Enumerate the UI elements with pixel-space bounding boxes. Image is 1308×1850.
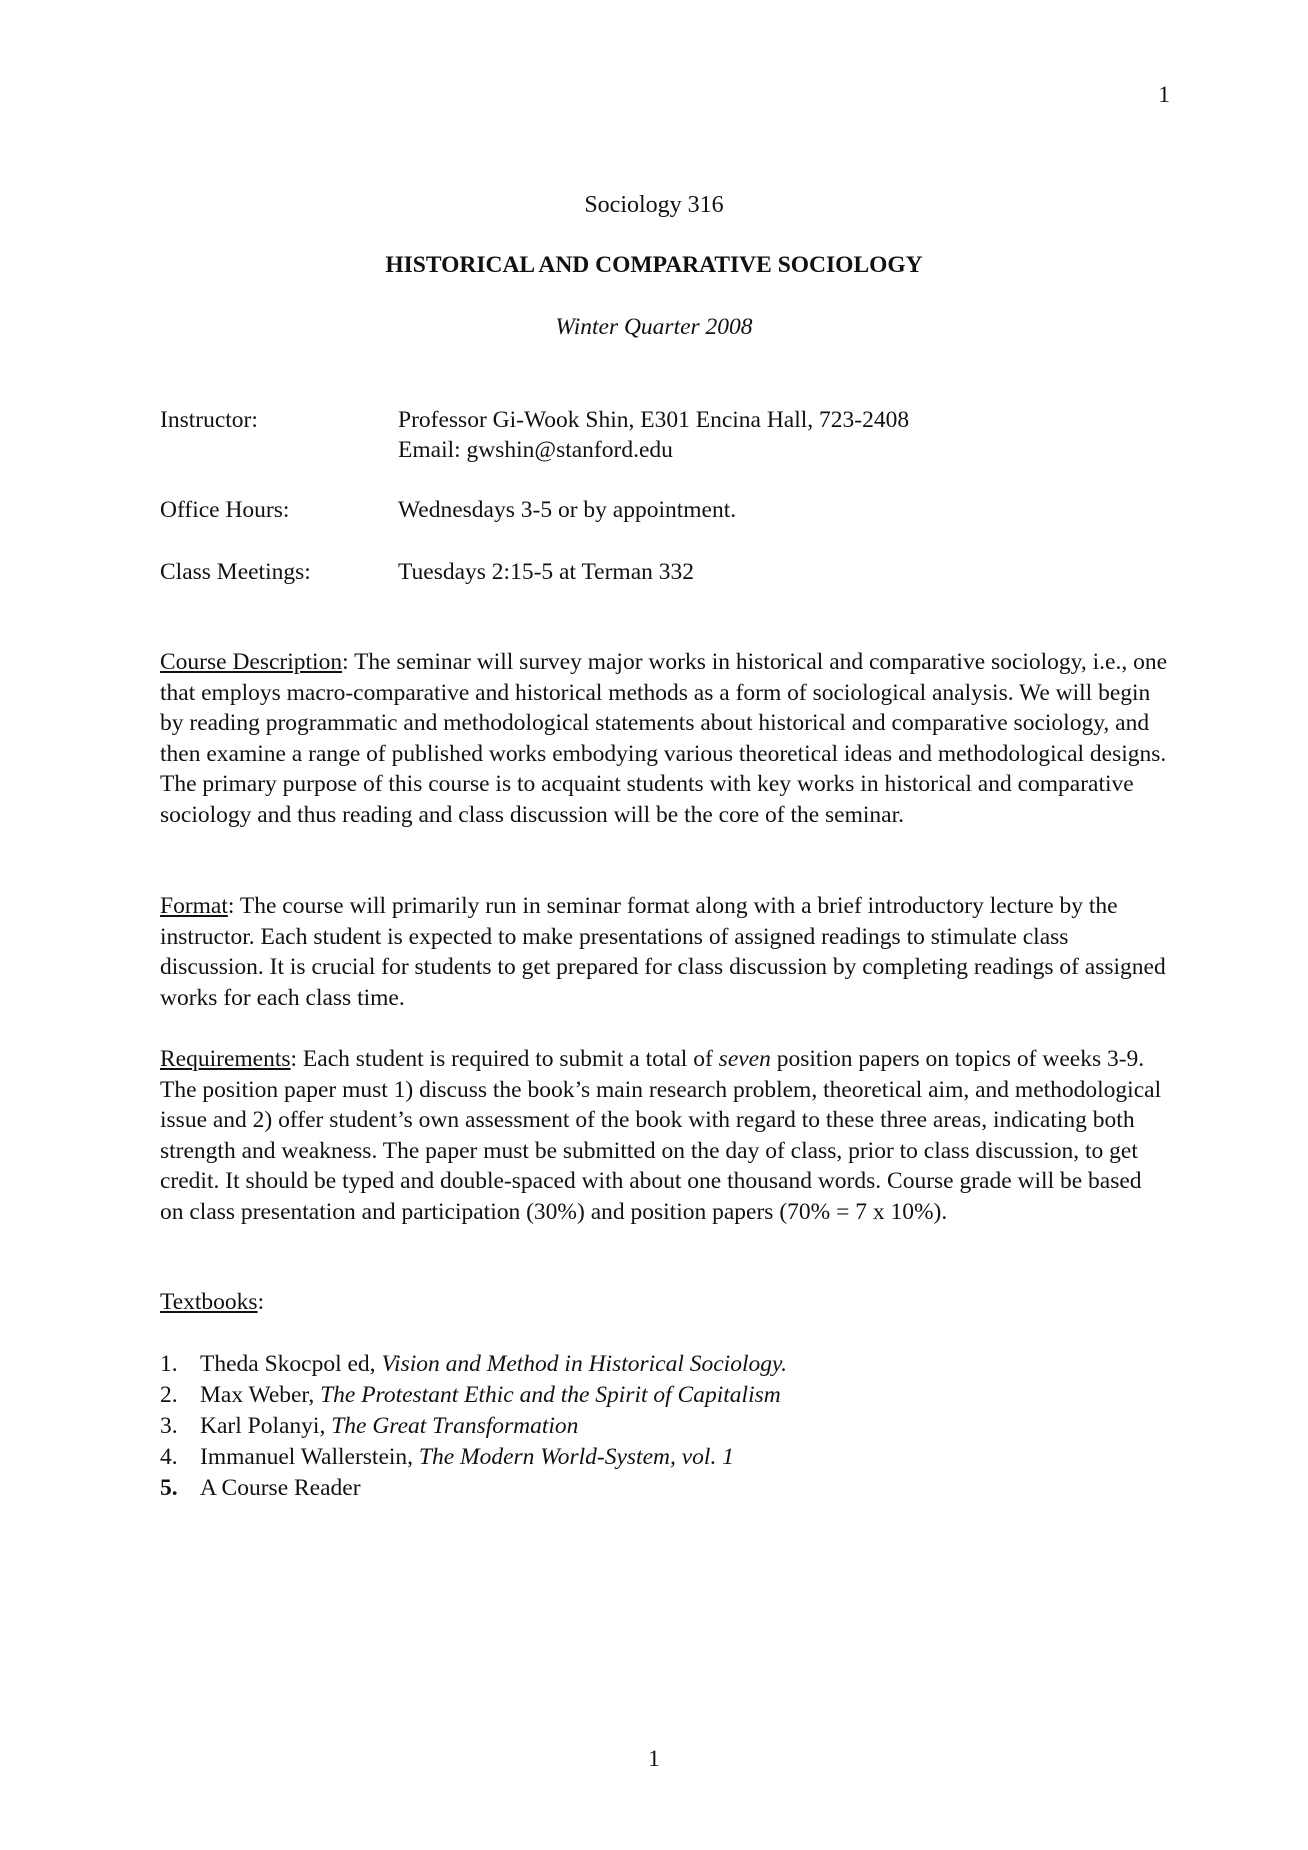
instructor-email: Email: gwshin@stanford.edu bbox=[398, 437, 673, 463]
requirements-paragraph bbox=[160, 1044, 1170, 1227]
class-meetings-row bbox=[160, 557, 1160, 587]
list-item bbox=[160, 1380, 787, 1411]
list-item-number: 2. bbox=[160, 1382, 178, 1408]
list-item-title: The Modern World-System, vol. 1 bbox=[418, 1444, 734, 1470]
instructor-name: Professor Gi-Wook Shin, E301 Encina Hall, 723-2408 bbox=[398, 407, 910, 433]
list-item-author: Immanuel Wallerstein, bbox=[200, 1444, 419, 1470]
course-title: HISTORICAL AND COMPARATIVE SOCIOLOGY bbox=[385, 252, 923, 278]
requirements-heading: Requirements bbox=[160, 1046, 291, 1072]
list-item bbox=[160, 1473, 787, 1504]
course-description-paragraph bbox=[160, 647, 1170, 830]
list-item-number: 5. bbox=[160, 1475, 178, 1501]
class-meetings-label: Class Meetings: bbox=[160, 559, 311, 585]
requirements-body-end: position papers on topics of weeks 3-9. The position paper must 1) discuss the book’s main research problem, theoretical aim, and methodological issue and 2) offer student’s own assessment of the book with regard to these three areas, indicating both strength and weakness. The paper must be submitted on the day of class, prior to class discussion, to get credit. It should be typed and double-spaced with about one thousand words. Course grade will be based on class presentation and participation (30%) and position papers (70% = 7 x 10%). bbox=[160, 1046, 1162, 1225]
course-number: Sociology 316 bbox=[584, 192, 724, 218]
office-hours-value: Wednesdays 3-5 or by appointment. bbox=[398, 497, 737, 523]
list-item-number: 1. bbox=[160, 1351, 178, 1377]
format-heading: Format bbox=[160, 893, 228, 919]
list-item-author: Karl Polanyi, bbox=[200, 1413, 332, 1439]
list-item-title: The Great Transformation bbox=[331, 1413, 579, 1439]
list-item-title: Vision and Method in Historical Sociology. bbox=[381, 1351, 787, 1377]
textbook-list bbox=[160, 1349, 787, 1504]
list-item bbox=[160, 1349, 787, 1380]
list-item bbox=[160, 1442, 787, 1473]
instructor-row bbox=[160, 405, 1160, 465]
page-number-bottom: 1 bbox=[648, 1746, 660, 1772]
textbooks-colon: : bbox=[257, 1289, 265, 1315]
course-description-body: : The seminar will survey major works in historical and comparative sociology, i.e., one that employs macro-comparative and historical methods as a form of sociological analysis. We will begin by reading programmatic and methodological statements about historical and comparative sociology, and then examine a range of published works embodying various theoretical ideas and methodological designs. The primary purpose of this course is to acquaint students with key works in historical and comparative sociology and thus reading and class discussion will be the core of the seminar. bbox=[160, 649, 1168, 828]
list-item-author: A Course Reader bbox=[200, 1475, 361, 1501]
office-hours-row bbox=[160, 495, 1160, 525]
textbooks-heading: Textbooks bbox=[160, 1289, 258, 1315]
page-number-top: 1 bbox=[1158, 82, 1170, 108]
list-item-author: Theda Skocpol ed, bbox=[200, 1351, 382, 1377]
office-hours-label: Office Hours: bbox=[160, 497, 290, 523]
list-item-author: Max Weber, bbox=[200, 1382, 321, 1408]
list-item-title: The Protestant Ethic and the Spirit of Capitalism bbox=[320, 1382, 781, 1408]
instructor-value bbox=[398, 405, 909, 465]
list-item bbox=[160, 1411, 787, 1442]
course-description-heading: Course Description bbox=[160, 649, 343, 675]
instructor-label: Instructor: bbox=[160, 407, 258, 433]
class-meetings-value: Tuesdays 2:15-5 at Terman 332 bbox=[398, 559, 694, 585]
list-item-number: 4. bbox=[160, 1444, 178, 1470]
requirements-body-start: : Each student is required to submit a total of bbox=[290, 1046, 719, 1072]
requirements-emphasis: seven bbox=[718, 1046, 771, 1072]
format-paragraph bbox=[160, 891, 1170, 1013]
format-body: : The course will primarily run in seminar format along with a brief introductory lecture by the instructor. Each student is expected to make presentations of assigned readings to stimulate class discussion. It is crucial for students to get prepared for class discussion by completing readings of assigned works for each class time. bbox=[160, 893, 1166, 1011]
list-item-number: 3. bbox=[160, 1413, 178, 1439]
quarter-label: Winter Quarter 2008 bbox=[555, 314, 753, 340]
textbooks-heading-row bbox=[160, 1289, 264, 1316]
